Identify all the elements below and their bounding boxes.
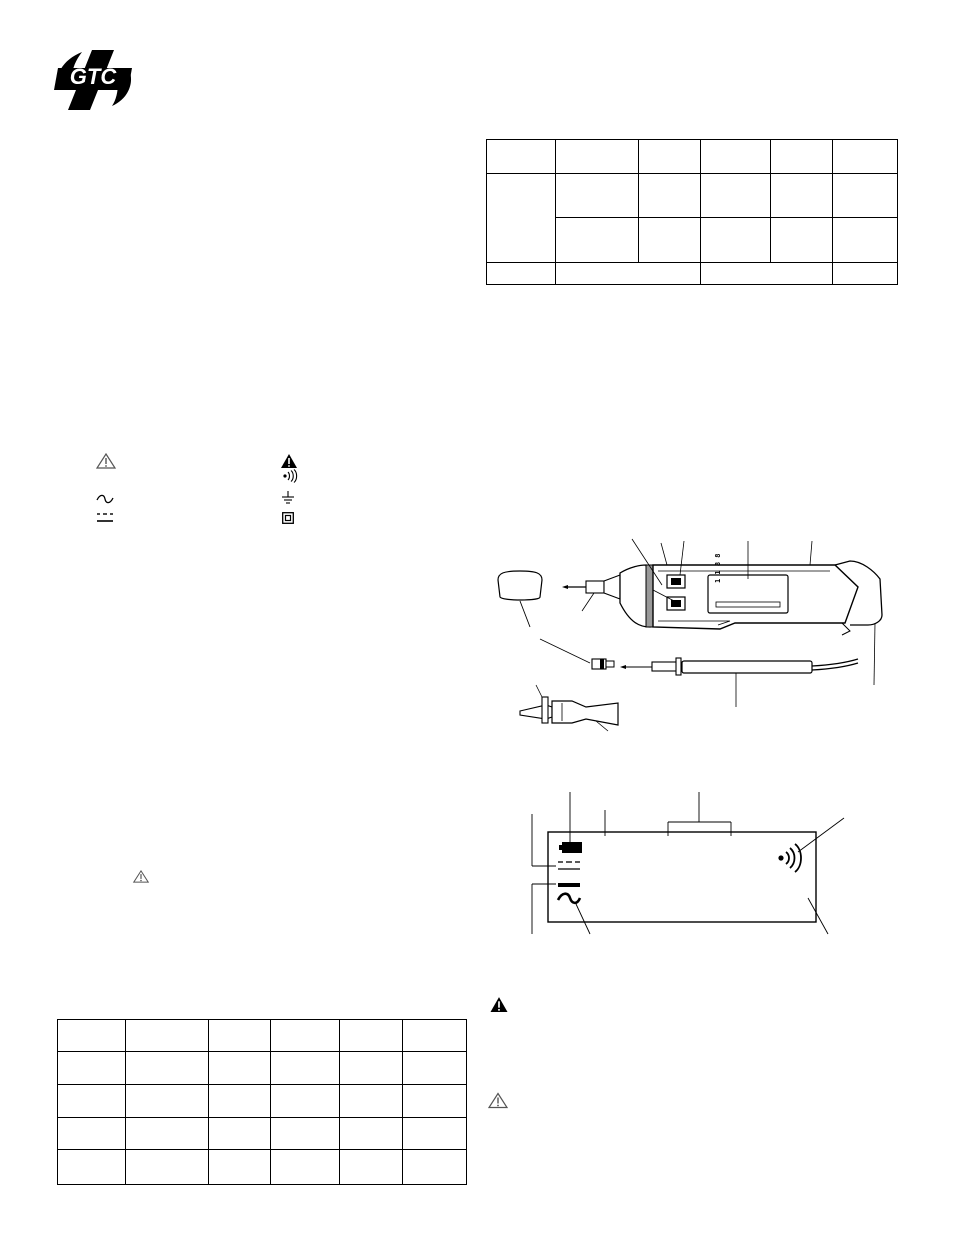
warning-triangle-outline-icon xyxy=(96,453,116,469)
warning-triangle-solid-icon xyxy=(489,996,509,1013)
dc-line-icon xyxy=(96,512,114,524)
logo-text: GTC xyxy=(69,64,117,89)
tester-body xyxy=(562,561,882,635)
probe-cap xyxy=(498,571,542,627)
battery-icon xyxy=(559,842,582,853)
test-lead xyxy=(620,658,858,707)
warning-triangle-solid-icon xyxy=(280,453,298,469)
alligator-clip xyxy=(520,685,618,731)
warning-triangle-outline-icon xyxy=(133,870,149,883)
minus-segment-icon xyxy=(558,883,580,887)
device-diagram xyxy=(490,535,890,740)
spec-table-bottom xyxy=(57,1019,467,1185)
lcd-diagram xyxy=(528,792,848,940)
probe-adapter xyxy=(540,639,614,669)
continuity-sound-icon xyxy=(282,469,298,483)
warning-triangle-outline-icon xyxy=(488,1092,508,1109)
double-insulation-icon xyxy=(282,512,294,524)
ground-icon xyxy=(281,491,295,505)
ac-tilde-icon xyxy=(96,494,114,504)
spec-table-top xyxy=(486,139,898,285)
lcd-sample-digits: 1 1 8 8 xyxy=(714,553,722,583)
